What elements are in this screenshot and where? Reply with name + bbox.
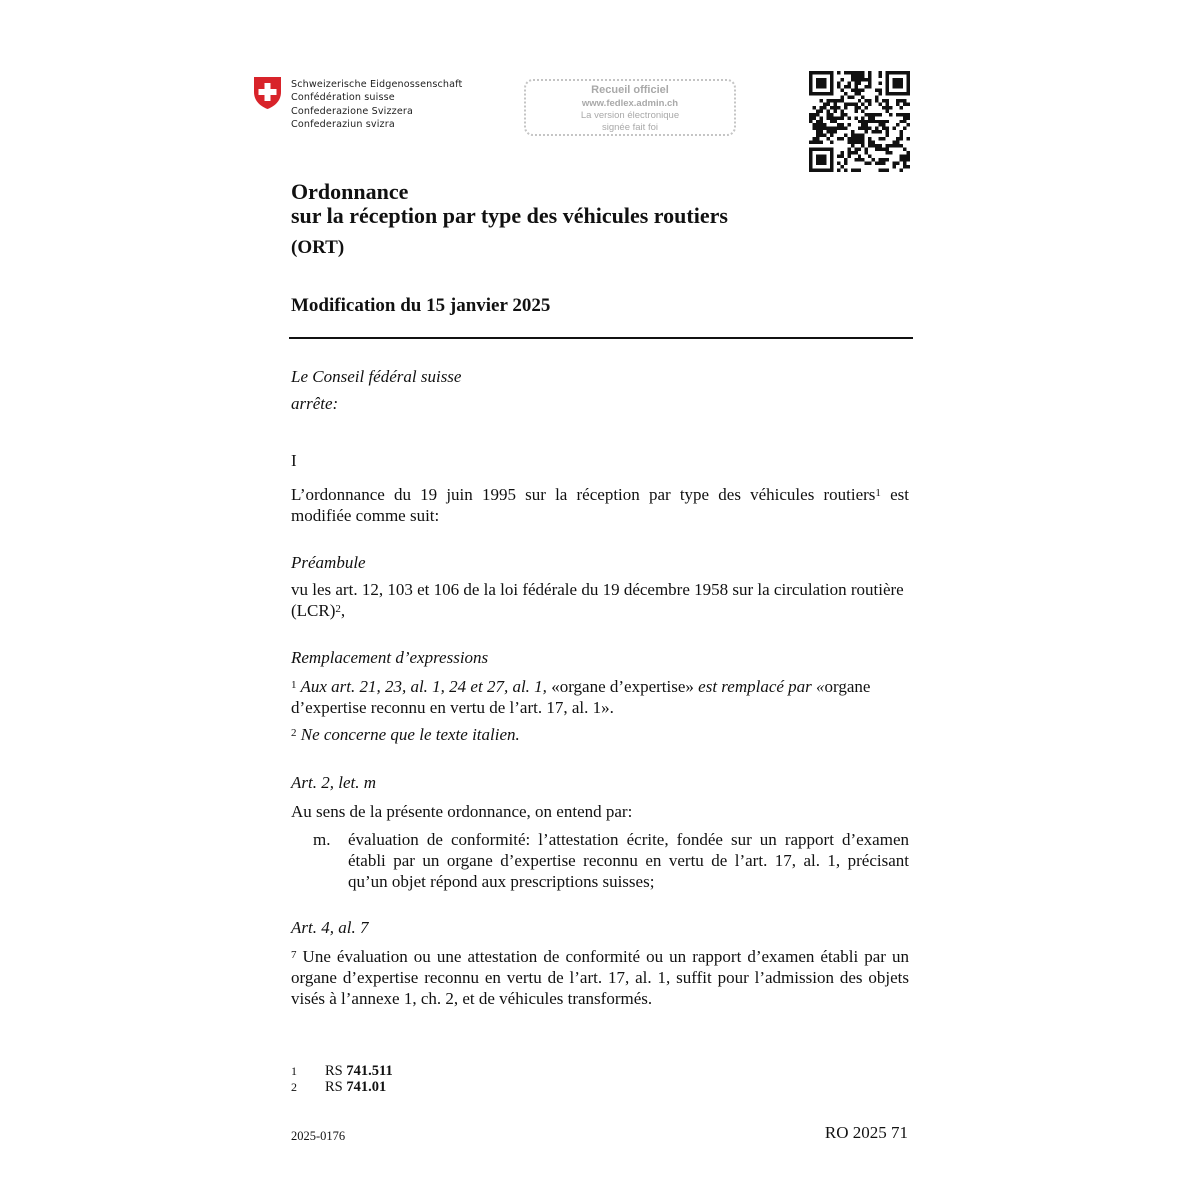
- paragraph-number-2: 2: [291, 727, 297, 739]
- confederation-line-rm: Confederaziun svizra: [291, 119, 395, 131]
- footnote-ref-2: 2: [335, 603, 341, 615]
- council-line: Le Conseil fédéral suisse: [291, 367, 462, 386]
- section-intro-text2: est modifiée comme suit:: [291, 485, 909, 525]
- swiss-coat-of-arms-icon: [253, 76, 282, 110]
- title-line-2: sur la réception par type des véhicules routiers: [291, 203, 728, 228]
- footnote-reference: 741.01: [346, 1079, 387, 1095]
- section-intro-text: L’ordonnance du 19 juin 1995 sur la réception par type des véhicules routiers: [291, 485, 876, 504]
- footnote-prefix: RS: [325, 1063, 347, 1079]
- art4-paragraph-number: 7: [291, 949, 297, 961]
- replacement-p2-italic: Ne concerne que le texte italien.: [296, 725, 520, 744]
- decree-line: arrête:: [291, 394, 339, 413]
- footnote-number: 2: [291, 1080, 297, 1094]
- replacement-paragraph-1: [291, 676, 909, 718]
- stamp-title: Recueil officiel: [591, 84, 669, 96]
- footnote-number: 1: [291, 1064, 297, 1078]
- qr-code-icon: [809, 71, 910, 172]
- confederation-names: [291, 78, 462, 132]
- replacement-p1-italic-2: est remplacé par «: [693, 677, 825, 696]
- stamp-line4: signée fait foi: [602, 122, 658, 133]
- footnote-reference: 741.511: [346, 1063, 393, 1079]
- preambule-heading: Préambule: [291, 553, 366, 572]
- modification-date: Modification du 15 janvier 2025: [291, 295, 551, 316]
- replacement-heading: Remplacement d’expressions: [291, 648, 489, 667]
- preambule-text-main: vu les art. 12, 103 et 106 de la loi fédérale du 19 décembre 1958 sur la circulation routière (LCR): [291, 580, 904, 620]
- official-collection-stamp: [524, 79, 736, 136]
- preambule-text-end: ,: [340, 601, 346, 620]
- replacement-p1-roman-2: organe d’expertise reconnu en vertu de l’art. 17, al. 1».: [291, 677, 871, 717]
- confederation-line-de: Schweizerische Eidgenossenschaft: [291, 79, 463, 90]
- replacement-p1-roman-1: «organe d’expertise»: [546, 677, 694, 696]
- title-line-1: Ordonnance: [291, 179, 409, 204]
- preambule-text: [291, 579, 909, 621]
- art2-item-label: m.: [313, 830, 331, 849]
- enacting-body: [291, 366, 909, 414]
- art2-item-text: évaluation de conformité: l’attestation écrite, fondée sur un rapport d’examen établi par un organe d’expertise reconnu en vertu de l’art. 17, al. 1, précisant qu’un objet répond aux prescriptions suisses;: [348, 830, 909, 891]
- confederation-line-fr: Confédération suisse: [291, 92, 395, 104]
- paragraph-number-1: 1: [291, 679, 297, 691]
- art4-heading: Art. 4, al. 7: [291, 918, 369, 937]
- footnote-1: [291, 1063, 393, 1079]
- stamp-line3: La version électronique: [580, 110, 680, 121]
- footnote-prefix: RS: [325, 1079, 347, 1095]
- replacement-paragraph-2: [291, 724, 909, 745]
- document-number: 2025-0176: [291, 1129, 346, 1143]
- footnote-2: [291, 1079, 386, 1095]
- art2-intro: Au sens de la présente ordonnance, on entend par:: [291, 802, 633, 821]
- document-title: [291, 180, 728, 228]
- section-numeral: I: [291, 451, 297, 470]
- section-intro: [291, 484, 909, 526]
- stamp-url: www.fedlex.admin.ch: [581, 98, 679, 109]
- art2-heading: Art. 2, let. m: [291, 773, 376, 792]
- confederation-line-it: Confederazione Svizzera: [291, 105, 414, 117]
- art4-text: Une évaluation ou une attestation de conformité ou un rapport d’examen établi par un organe d’expertise reconnu en vertu de l’art. 17, al. 1, suffit pour l’admission des objets visés à l’annexe 1, ch. 2, et de véhicules transformés.: [291, 947, 909, 1008]
- official-collection-reference: RO 2025 71: [824, 1123, 908, 1142]
- art2-list-item: [291, 829, 909, 892]
- art4-paragraph: [291, 946, 909, 1009]
- title-abbreviation: (ORT): [291, 237, 345, 258]
- replacement-p1-italic-1: Aux art. 21, 23, al. 1, 24 et 27, al. 1,: [296, 677, 547, 696]
- title-divider: [289, 337, 913, 339]
- footnote-ref-1: 1: [875, 487, 881, 499]
